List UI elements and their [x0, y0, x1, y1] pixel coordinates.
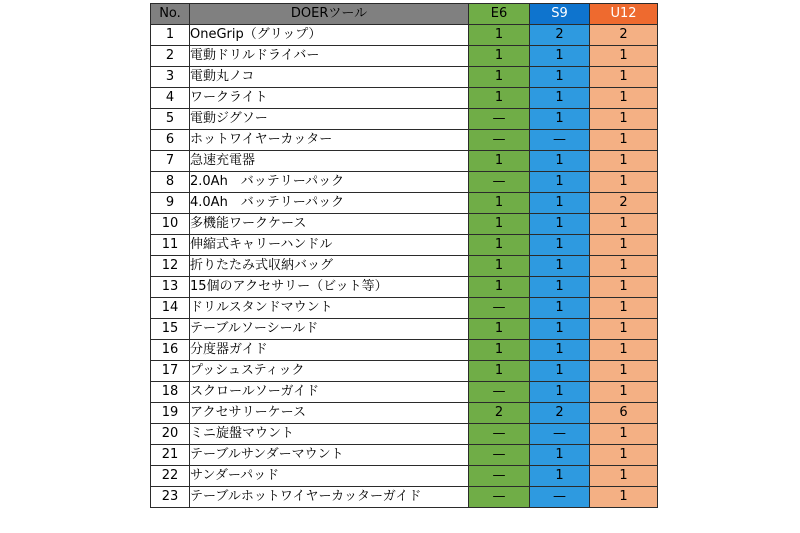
- table-row: [151, 277, 658, 298]
- table-row: [151, 487, 658, 508]
- e6-quantity: 1: [469, 67, 530, 88]
- s9-quantity: —: [530, 130, 590, 151]
- e6-quantity: —: [469, 130, 530, 151]
- u12-quantity: 1: [590, 109, 658, 130]
- table-row: [151, 88, 658, 109]
- table-row: [151, 235, 658, 256]
- table-row: [151, 109, 658, 130]
- tool-name: ホットワイヤーカッター: [190, 130, 469, 151]
- row-number: 22: [151, 466, 190, 487]
- s9-quantity: 1: [530, 214, 590, 235]
- e6-quantity: —: [469, 424, 530, 445]
- u12-quantity: 1: [590, 214, 658, 235]
- tool-name: 電動丸ノコ: [190, 67, 469, 88]
- row-number: 23: [151, 487, 190, 508]
- tool-name: アクセサリーケース: [190, 403, 469, 424]
- tool-name: テーブルホットワイヤーカッターガイド: [190, 487, 469, 508]
- tool-name: 分度器ガイド: [190, 340, 469, 361]
- header-u12: U12: [590, 4, 658, 25]
- e6-quantity: 1: [469, 319, 530, 340]
- e6-quantity: 1: [469, 25, 530, 46]
- table-body: [151, 25, 658, 508]
- tool-name: プッシュスティック: [190, 361, 469, 382]
- tool-name: 伸縮式キャリーハンドル: [190, 235, 469, 256]
- u12-quantity: 1: [590, 298, 658, 319]
- header-s9: S9: [530, 4, 590, 25]
- e6-quantity: 1: [469, 88, 530, 109]
- tool-name: テーブルサンダーマウント: [190, 445, 469, 466]
- row-number: 2: [151, 46, 190, 67]
- s9-quantity: 1: [530, 466, 590, 487]
- tool-name: テーブルソーシールド: [190, 319, 469, 340]
- row-number: 11: [151, 235, 190, 256]
- u12-quantity: 1: [590, 277, 658, 298]
- u12-quantity: 1: [590, 361, 658, 382]
- e6-quantity: 1: [469, 235, 530, 256]
- e6-quantity: 1: [469, 193, 530, 214]
- table-header: [151, 4, 658, 25]
- table-row: [151, 319, 658, 340]
- table-row: [151, 25, 658, 46]
- e6-quantity: —: [469, 382, 530, 403]
- table-row: [151, 424, 658, 445]
- table-row: [151, 172, 658, 193]
- row-number: 15: [151, 319, 190, 340]
- s9-quantity: 1: [530, 256, 590, 277]
- table-row: [151, 151, 658, 172]
- header-tool: DOERツール: [190, 4, 469, 25]
- tool-name: 急速充電器: [190, 151, 469, 172]
- s9-quantity: 1: [530, 109, 590, 130]
- s9-quantity: 1: [530, 172, 590, 193]
- row-number: 12: [151, 256, 190, 277]
- row-number: 19: [151, 403, 190, 424]
- u12-quantity: 1: [590, 340, 658, 361]
- s9-quantity: —: [530, 487, 590, 508]
- e6-quantity: —: [469, 298, 530, 319]
- s9-quantity: 1: [530, 46, 590, 67]
- e6-quantity: 2: [469, 403, 530, 424]
- tool-name: 電動ドリルドライバー: [190, 46, 469, 67]
- table-row: [151, 256, 658, 277]
- tool-name: 2.0Ah バッテリーパック: [190, 172, 469, 193]
- s9-quantity: 1: [530, 151, 590, 172]
- u12-quantity: 1: [590, 172, 658, 193]
- u12-quantity: 6: [590, 403, 658, 424]
- table-row: [151, 298, 658, 319]
- u12-quantity: 1: [590, 256, 658, 277]
- table-row: [151, 361, 658, 382]
- e6-quantity: —: [469, 445, 530, 466]
- s9-quantity: 1: [530, 382, 590, 403]
- s9-quantity: 2: [530, 403, 590, 424]
- u12-quantity: 2: [590, 193, 658, 214]
- e6-quantity: 1: [469, 340, 530, 361]
- tool-name: ワークライト: [190, 88, 469, 109]
- s9-quantity: 1: [530, 319, 590, 340]
- doer-tool-comparison-table: [150, 3, 658, 508]
- s9-quantity: 1: [530, 298, 590, 319]
- row-number: 7: [151, 151, 190, 172]
- u12-quantity: 1: [590, 319, 658, 340]
- table-row: [151, 214, 658, 235]
- u12-quantity: 1: [590, 382, 658, 403]
- e6-quantity: 1: [469, 277, 530, 298]
- tool-name: 多機能ワークケース: [190, 214, 469, 235]
- u12-quantity: 1: [590, 445, 658, 466]
- e6-quantity: —: [469, 487, 530, 508]
- e6-quantity: 1: [469, 151, 530, 172]
- table-row: [151, 382, 658, 403]
- header-e6: E6: [469, 4, 530, 25]
- s9-quantity: 1: [530, 361, 590, 382]
- row-number: 21: [151, 445, 190, 466]
- row-number: 20: [151, 424, 190, 445]
- tool-name: 電動ジグソー: [190, 109, 469, 130]
- s9-quantity: 1: [530, 277, 590, 298]
- s9-quantity: 1: [530, 340, 590, 361]
- s9-quantity: —: [530, 424, 590, 445]
- row-number: 14: [151, 298, 190, 319]
- u12-quantity: 1: [590, 67, 658, 88]
- row-number: 5: [151, 109, 190, 130]
- table-row: [151, 67, 658, 88]
- table-row: [151, 46, 658, 67]
- table-row: [151, 340, 658, 361]
- e6-quantity: —: [469, 109, 530, 130]
- row-number: 18: [151, 382, 190, 403]
- row-number: 9: [151, 193, 190, 214]
- u12-quantity: 1: [590, 466, 658, 487]
- s9-quantity: 1: [530, 193, 590, 214]
- row-number: 13: [151, 277, 190, 298]
- table-row: [151, 466, 658, 487]
- table-row: [151, 193, 658, 214]
- tool-name: OneGrip（グリップ）: [190, 25, 469, 46]
- u12-quantity: 1: [590, 46, 658, 67]
- row-number: 8: [151, 172, 190, 193]
- row-number: 4: [151, 88, 190, 109]
- e6-quantity: 1: [469, 256, 530, 277]
- tool-name: スクロールソーガイド: [190, 382, 469, 403]
- tool-name: サンダーパッド: [190, 466, 469, 487]
- e6-quantity: —: [469, 172, 530, 193]
- u12-quantity: 1: [590, 151, 658, 172]
- e6-quantity: 1: [469, 214, 530, 235]
- e6-quantity: 1: [469, 46, 530, 67]
- tool-name: ドリルスタンドマウント: [190, 298, 469, 319]
- tool-name: ミニ旋盤マウント: [190, 424, 469, 445]
- u12-quantity: 1: [590, 130, 658, 151]
- tool-name: 折りたたみ式収納バッグ: [190, 256, 469, 277]
- s9-quantity: 1: [530, 67, 590, 88]
- s9-quantity: 1: [530, 88, 590, 109]
- u12-quantity: 2: [590, 25, 658, 46]
- row-number: 16: [151, 340, 190, 361]
- table-row: [151, 445, 658, 466]
- row-number: 17: [151, 361, 190, 382]
- tool-name: 4.0Ah バッテリーパック: [190, 193, 469, 214]
- s9-quantity: 1: [530, 445, 590, 466]
- table-row: [151, 403, 658, 424]
- u12-quantity: 1: [590, 487, 658, 508]
- u12-quantity: 1: [590, 424, 658, 445]
- e6-quantity: 1: [469, 361, 530, 382]
- e6-quantity: —: [469, 466, 530, 487]
- table-row: [151, 130, 658, 151]
- u12-quantity: 1: [590, 88, 658, 109]
- row-number: 3: [151, 67, 190, 88]
- row-number: 10: [151, 214, 190, 235]
- row-number: 6: [151, 130, 190, 151]
- header-no: No.: [151, 4, 190, 25]
- header-row: [151, 4, 658, 25]
- u12-quantity: 1: [590, 235, 658, 256]
- tool-name: 15個のアクセサリー（ビット等）: [190, 277, 469, 298]
- s9-quantity: 1: [530, 235, 590, 256]
- s9-quantity: 2: [530, 25, 590, 46]
- row-number: 1: [151, 25, 190, 46]
